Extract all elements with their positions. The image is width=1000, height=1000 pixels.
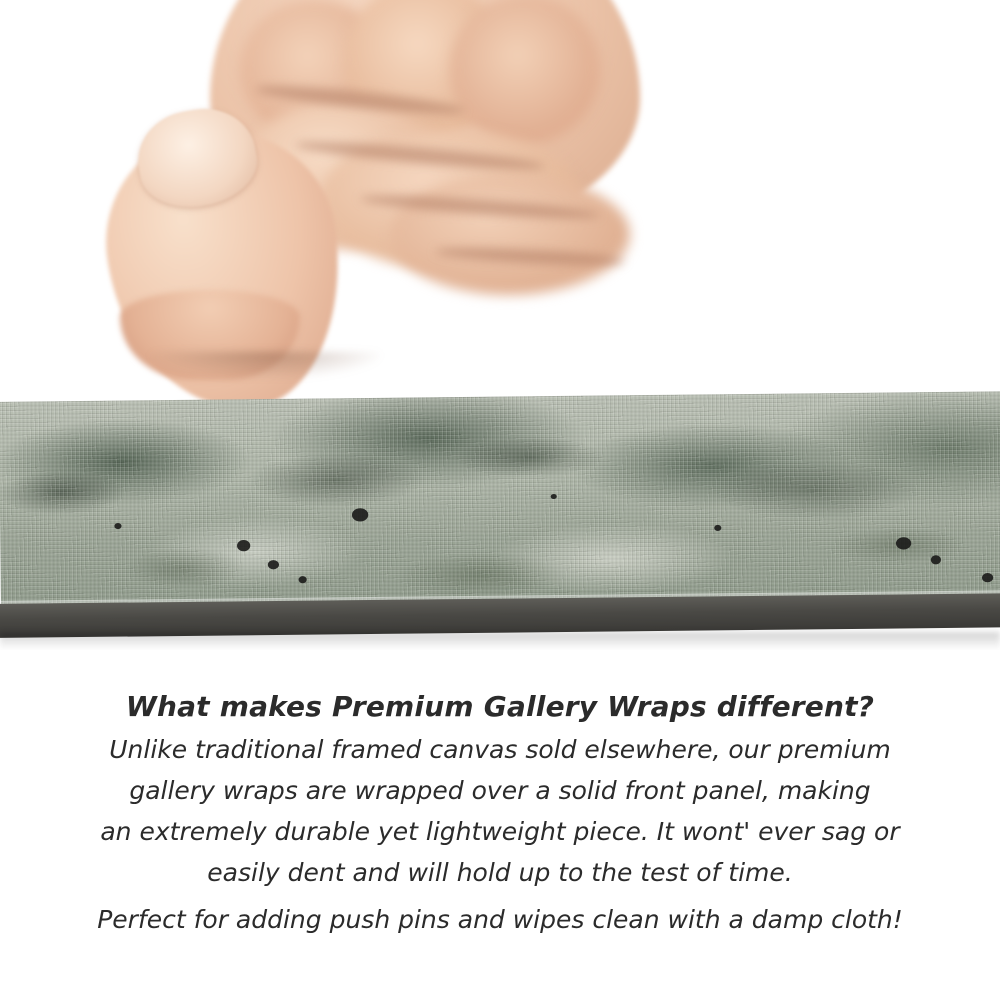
caption-line-2: gallery wraps are wrapped over a solid front panel, making: [129, 776, 871, 805]
caption-line-1: Unlike traditional framed canvas sold elsewhere, our premium: [109, 735, 891, 764]
caption-line-3: an extremely durable yet lightweight piece. It wont' ever sag or: [100, 817, 900, 846]
contact-shadow: [150, 352, 380, 378]
caption-line-4: easily dent and will hold up to the test of time.: [207, 858, 793, 887]
wrap-drop-shadow: [0, 632, 1000, 650]
paint-speck: [896, 537, 911, 549]
caption-line-5: Perfect for adding push pins and wipes clean with a damp cloth!: [97, 905, 903, 934]
paint-speck: [982, 573, 993, 582]
paint-speck: [299, 576, 307, 583]
hand-pressing-canvas: [90, 0, 650, 440]
caption-block: [0, 690, 1000, 940]
knuckle-three: [450, 0, 600, 145]
paint-speck: [714, 525, 721, 531]
paint-speck: [268, 560, 279, 569]
paint-speck: [114, 523, 121, 529]
paint-speck: [352, 508, 368, 521]
paint-speck: [237, 540, 250, 551]
paint-speck: [551, 494, 557, 499]
caption-heading: What makes Premium Gallery Wraps different?: [125, 690, 875, 723]
finger-three: [390, 175, 630, 295]
canvas-artwork-surface: [0, 391, 1000, 622]
paint-speck: [931, 555, 941, 564]
canvas-weave-texture: [0, 391, 1000, 622]
